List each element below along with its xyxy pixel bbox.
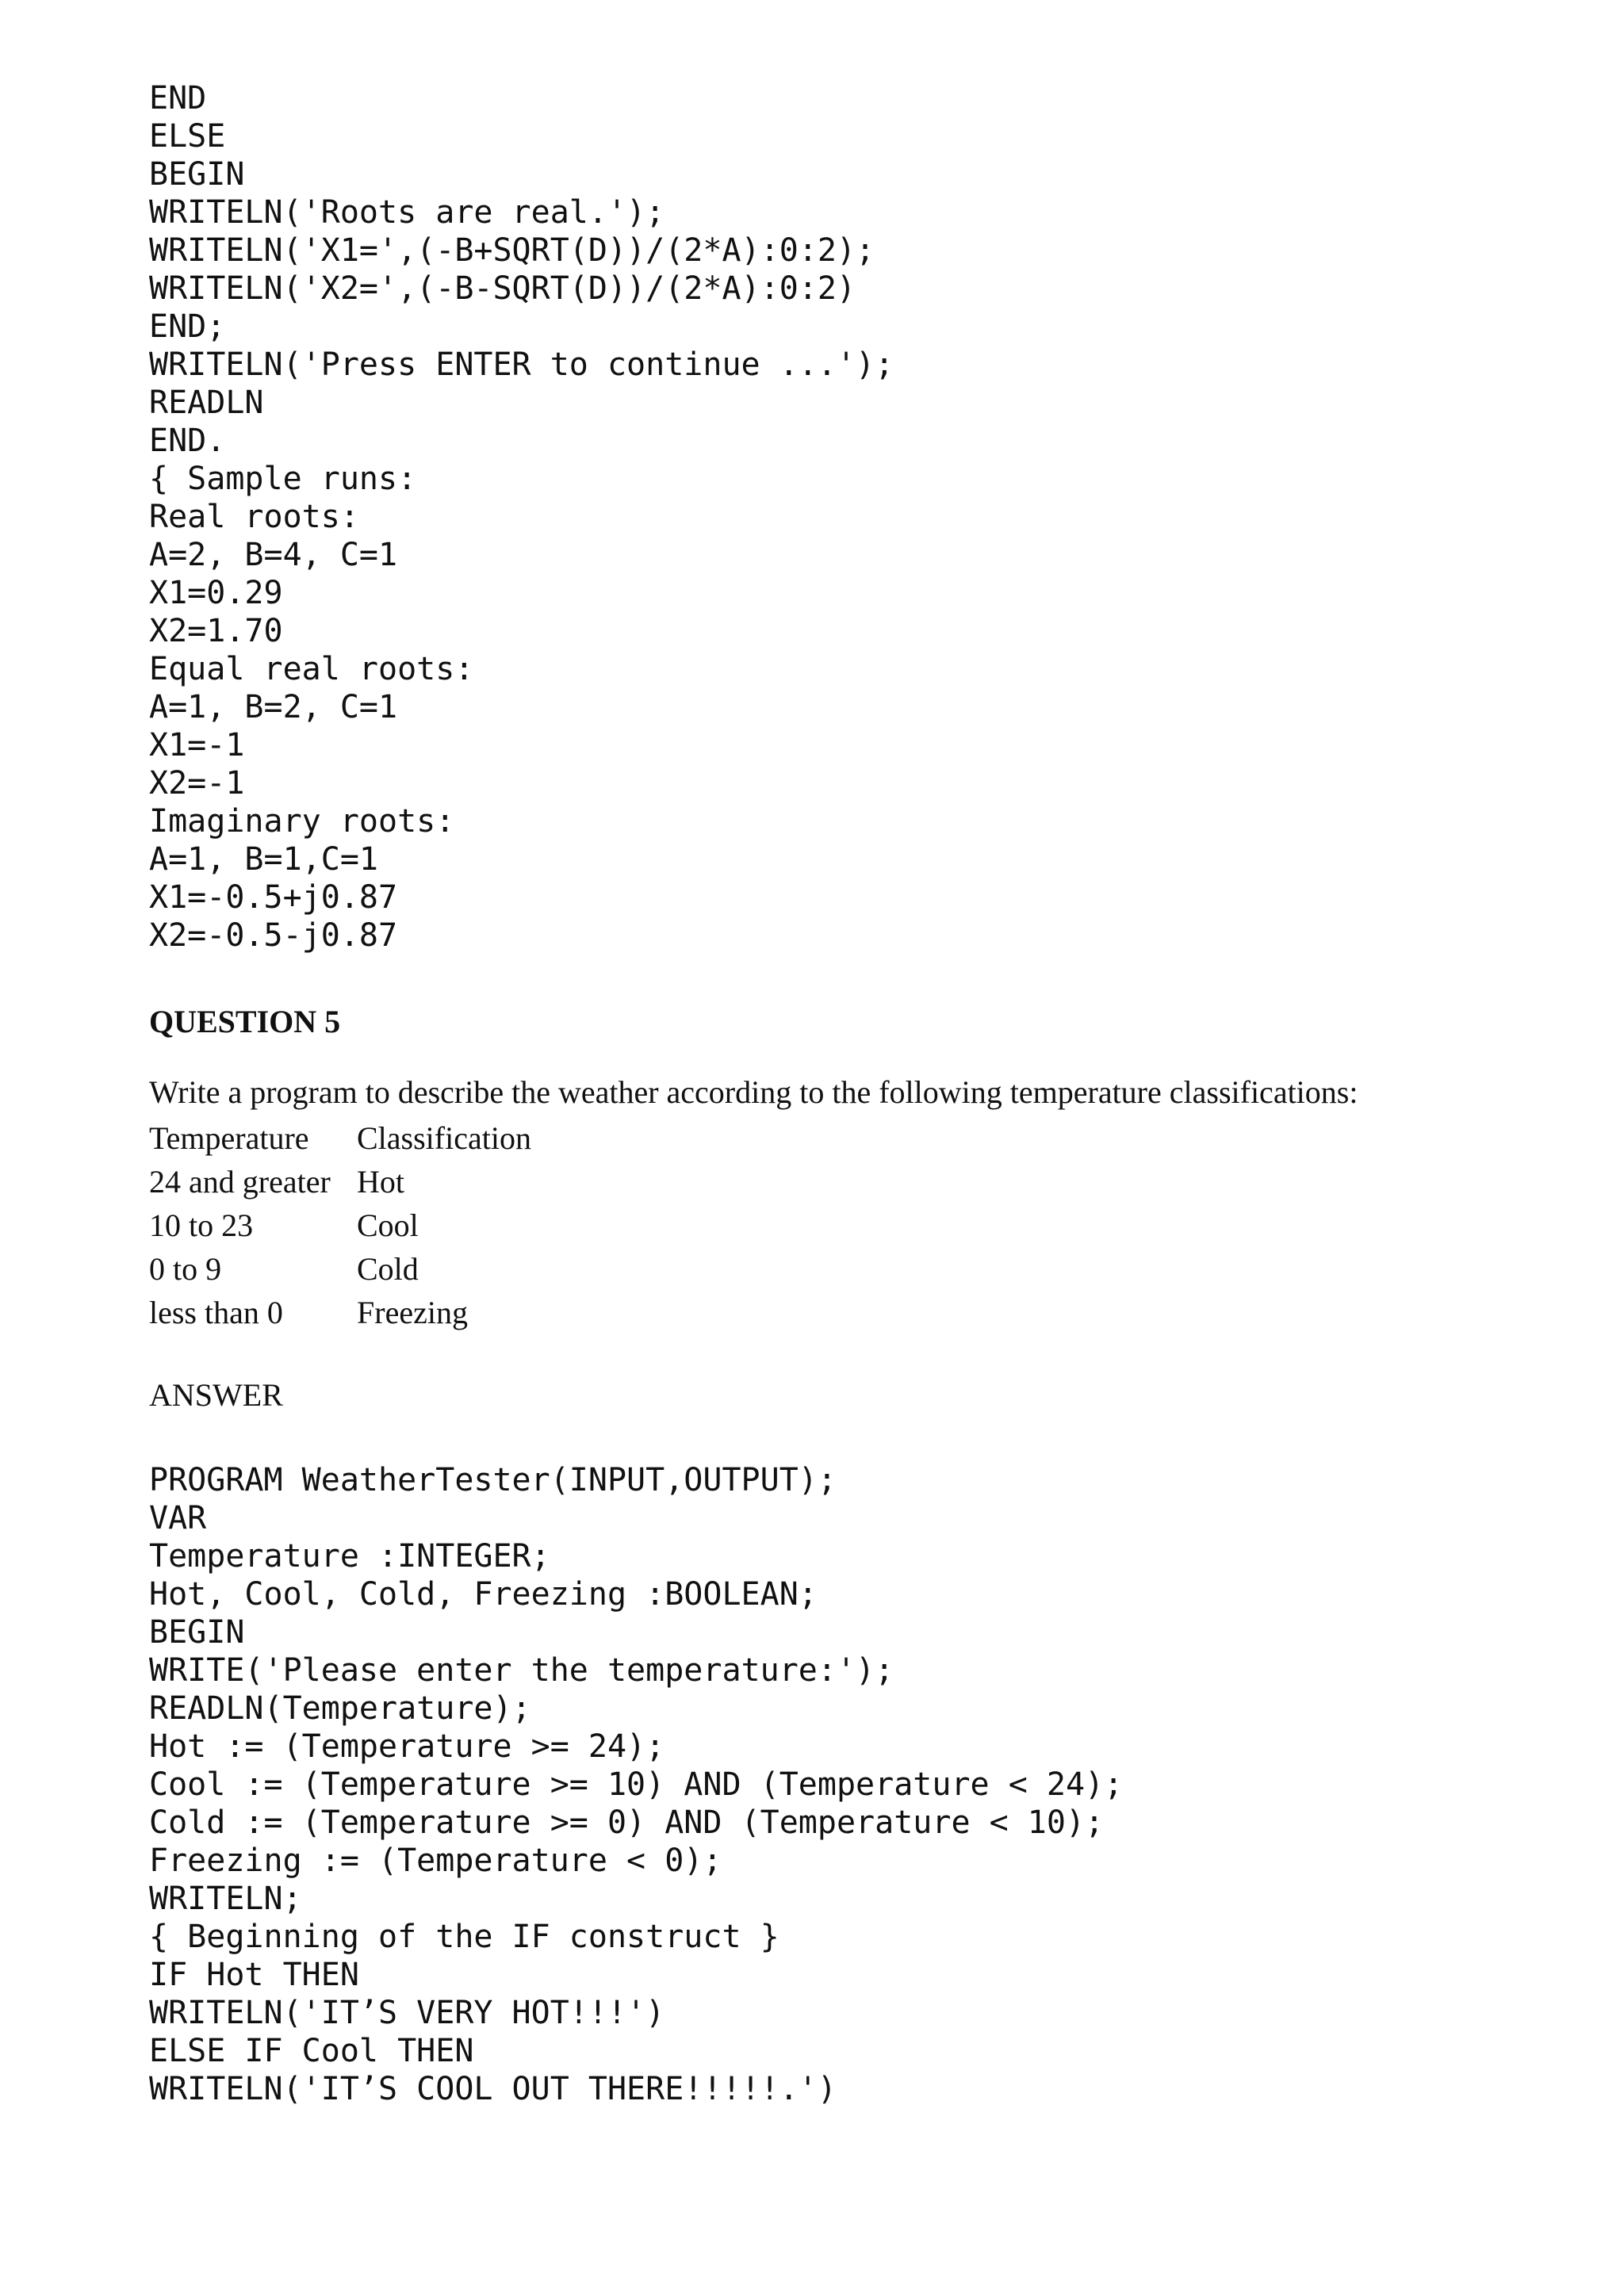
classification-cell: Classification (357, 1120, 531, 1156)
code-line: Hot := (Temperature >= 24); (149, 1728, 665, 1765)
code-line: WRITELN('X2=',(-B-SQRT(D))/(2*A):0:2) (149, 270, 856, 307)
question-heading: QUESTION 5 (149, 1004, 341, 1039)
document-page (149, 79, 1561, 2108)
temperature-cell: 24 and greater (149, 1164, 331, 1200)
temperature-table (149, 1116, 1561, 1334)
code-line: X1=0.29 (149, 575, 283, 611)
code-line: { Sample runs: (149, 461, 417, 497)
code-line: X1=-1 (149, 727, 245, 763)
code-line: VAR (149, 1500, 207, 1536)
table-row (149, 1160, 1561, 1203)
code-line: END. (149, 423, 226, 459)
code-line: BEGIN (149, 1614, 245, 1651)
code-line: ELSE (149, 118, 226, 155)
code-line: ELSE IF Cool THEN (149, 2033, 474, 2069)
code-line: A=1, B=2, C=1 (149, 689, 398, 725)
code-line: X2=-0.5-j0.87 (149, 917, 398, 954)
code-line: Imaginary roots: (149, 803, 455, 840)
table-row (149, 1291, 1561, 1334)
temperature-cell: Temperature (149, 1120, 309, 1156)
code-line: WRITELN; (149, 1881, 302, 1917)
code-line: { Beginning of the IF construct } (149, 1919, 779, 1955)
code-line: A=2, B=4, C=1 (149, 537, 398, 573)
code-line: IF Hot THEN (149, 1957, 359, 1993)
temperature-cell: 0 to 9 (149, 1251, 222, 1287)
code-line: X2=-1 (149, 765, 245, 802)
temperature-cell: less than 0 (149, 1295, 283, 1330)
code-block-top (149, 79, 1561, 955)
code-line: Cold := (Temperature >= 0) AND (Temperature < 10); (149, 1804, 1105, 1841)
table-row (149, 1247, 1561, 1291)
temperature-cell: 10 to 23 (149, 1207, 254, 1243)
question-text: Write a program to describe the weather according to the following temperature classifications: (149, 1074, 1358, 1110)
code-line: BEGIN (149, 156, 245, 193)
answer-label: ANSWER (149, 1377, 283, 1413)
code-line: PROGRAM WeatherTester(INPUT,OUTPUT); (149, 1462, 837, 1498)
code-line: Cool := (Temperature >= 10) AND (Temperature < 24); (149, 1766, 1124, 1803)
code-line: END; (149, 308, 226, 345)
code-line: X1=-0.5+j0.87 (149, 879, 398, 916)
code-line: WRITELN('IT’S COOL OUT THERE!!!!!.') (149, 2071, 837, 2107)
classification-cell: Cool (357, 1207, 419, 1243)
table-row (149, 1116, 1561, 1160)
code-line: END (149, 80, 207, 117)
classification-cell: Cold (357, 1251, 419, 1287)
classification-cell: Hot (357, 1164, 404, 1200)
code-line: A=1, B=1,C=1 (149, 841, 378, 878)
code-line: Hot, Cool, Cold, Freezing :BOOLEAN; (149, 1576, 818, 1613)
code-line: Temperature :INTEGER; (149, 1538, 550, 1575)
code-line: X2=1.70 (149, 613, 283, 649)
code-line: WRITELN('Roots are real.'); (149, 194, 665, 231)
classification-cell: Freezing (357, 1295, 468, 1330)
code-line: READLN (149, 385, 264, 421)
code-line: WRITELN('Press ENTER to continue ...'); (149, 346, 894, 383)
code-line: Real roots: (149, 499, 359, 535)
code-line: READLN(Temperature); (149, 1690, 531, 1727)
table-row (149, 1203, 1561, 1247)
code-line: WRITELN('X1=',(-B+SQRT(D))/(2*A):0:2); (149, 232, 875, 269)
code-line: WRITELN('IT’S VERY HOT!!!') (149, 1995, 665, 2031)
code-line: Freezing := (Temperature < 0); (149, 1843, 722, 1879)
code-line: WRITE('Please enter the temperature:'); (149, 1652, 894, 1689)
code-line: Equal real roots: (149, 651, 474, 687)
code-block-answer (149, 1461, 1561, 2108)
